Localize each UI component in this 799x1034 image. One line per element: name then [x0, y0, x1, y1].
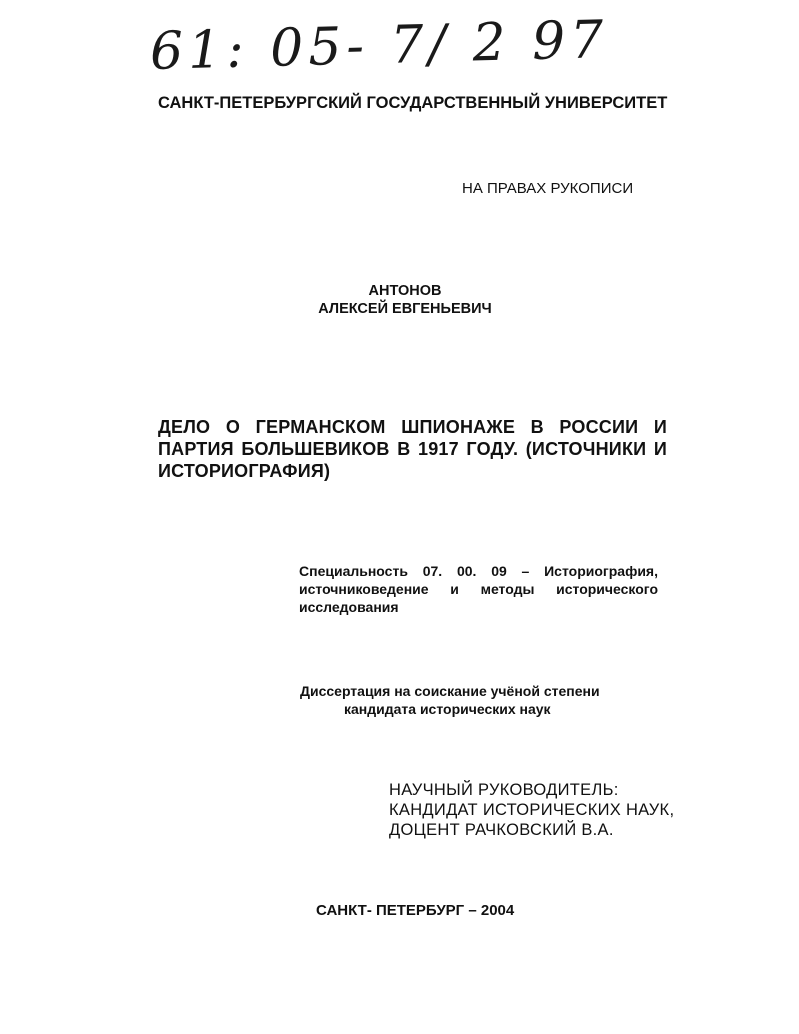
supervisor-degree: КАНДИДАТ ИСТОРИЧЕСКИХ НАУК, [389, 801, 675, 819]
specialty-text: Специальность 07. 00. 09 – Историография, источниковедение и методы исторического исследования [299, 563, 658, 615]
supervisor-heading: НАУЧНЫЙ РУКОВОДИТЕЛЬ: [389, 781, 619, 799]
degree-line-2: кандидата исторических наук [344, 701, 551, 717]
university-name: САНКТ-ПЕТЕРБУРГСКИЙ ГОСУДАРСТВЕННЫЙ УНИВЕРСИТЕТ [158, 94, 668, 112]
author-block [260, 282, 550, 318]
manuscript-rights-note: НА ПРАВАХ РУКОПИСИ [462, 180, 634, 197]
author-given-names: АЛЕКСЕЙ ЕВГЕНЬЕВИЧ [318, 301, 492, 317]
author-surname: АНТОНОВ [368, 283, 442, 299]
dissertation-title: ДЕЛО О ГЕРМАНСКОМ ШПИОНАЖЕ В РОССИИ И ПАРТИЯ БОЛЬШЕВИКОВ В 1917 ГОДУ. (ИСТОЧНИКИ И ИСТОРИОГРАФИЯ) [158, 417, 667, 481]
degree-line-1: Диссертация на соискание учёной степени [300, 683, 600, 699]
city-year: САНКТ- ПЕТЕРБУРГ – 2004 [316, 902, 515, 919]
supervisor-block [389, 780, 674, 840]
supervisor-name: ДОЦЕНТ РАЧКОВСКИЙ В.А. [389, 821, 614, 839]
degree-statement [300, 682, 600, 718]
handwritten-archive-code: 61: 05- 7/ 2 97 [149, 10, 610, 82]
